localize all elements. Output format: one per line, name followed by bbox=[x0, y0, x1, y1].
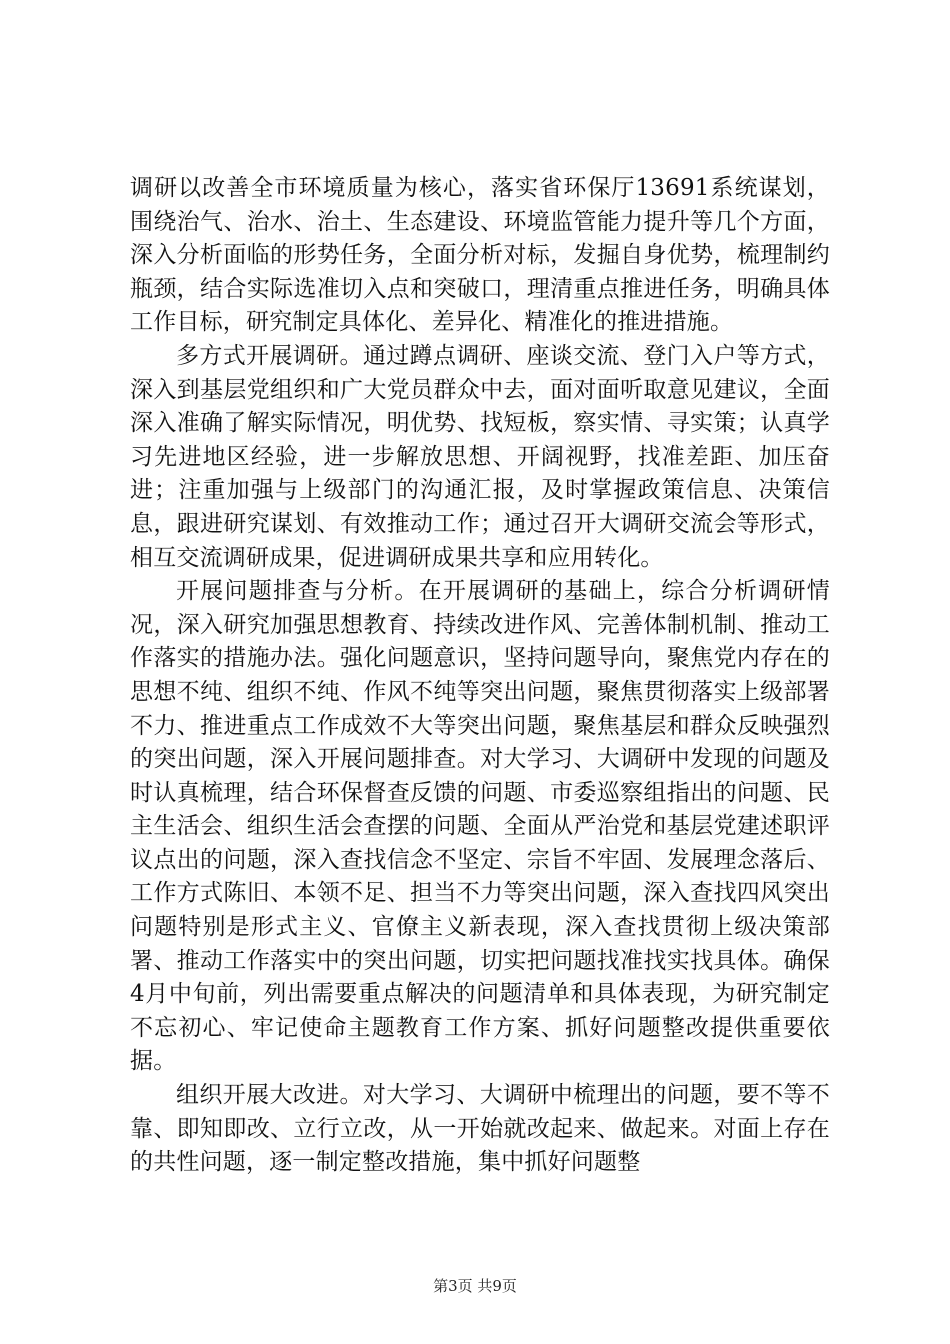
paragraph-multi-method-research: 多方式开展调研。通过蹲点调研、座谈交流、登门入户等方式，深入到基层党组织和广大党员群众中去，面对面听取意见建议，全面深入准确了解实际情况，明优势、找短板，察实情、寻实策；认真学习先进地区经验，进一步解放思想、开阔视野，找准差距、加压奋进；注重加强与上级部门的沟通汇报，及时掌握政策信息、决策信息，跟进研究谋划、有效推动工作；通过召开大调研交流会等形式，相互交流调研成果，促进调研成果共享和应用转化。 bbox=[130, 342, 830, 571]
paragraph-continuation: 调研以改善全市环境质量为核心，落实省环保厅13691系统谋划，围绕治气、治水、治土、生态建设、环境监管能力提升等几个方面，深入分析面临的形势任务，全面分析对标，发掘自身优势，梳理制约瓶颈，结合实际选准切入点和突破口，理清重点推进任务，明确具体工作目标，研究制定具体化、差异化、精准化的推进措施。 bbox=[130, 175, 830, 336]
document-body bbox=[130, 172, 830, 1180]
paragraph-problem-analysis: 开展问题排查与分析。在开展调研的基础上，综合分析调研情况，深入研究加强思想教育、持续改进作风、完善体制机制、推动工作落实的措施办法。强化问题意识，坚持问题导向，聚焦党内存在的思想不纯、组织不纯、作风不纯等突出问题，聚焦贯彻落实上级部署不力、推进重点工作成效不大等突出问题，聚焦基层和群众反映强烈的突出问题，深入开展问题排查。对大学习、大调研中发现的问题及时认真梳理，结合环保督查反馈的问题、市委巡察组指出的问题、民主生活会、组织生活会查摆的问题、全面从严治党和基层党建述职评议点出的问题，深入查找信念不坚定、宗旨不牢固、发展理念落后、工作方式陈旧、本领不足、担当不力等突出问题，深入查找四风突出问题特别是形式主义、官僚主义新表现，深入查找贯彻上级决策部署、推动工作落实中的突出问题，切实把问题找准找实找具体。确保4月中旬前，列出需要重点解决的问题清单和具体表现，为研究制定不忘初心、牢记使命主题教育工作方案、抓好问题整改提供重要依据。 bbox=[130, 578, 830, 1075]
page-number-footer: 第3页 共9页 bbox=[433, 1277, 517, 1295]
paragraph-improvement: 组织开展大改进。对大学习、大调研中梳理出的问题，要不等不靠、即知即改、立行立改，从一开始就改起来、做起来。对面上存在的共性问题，逐一制定整改措施，集中抓好问题整 bbox=[130, 1082, 830, 1176]
